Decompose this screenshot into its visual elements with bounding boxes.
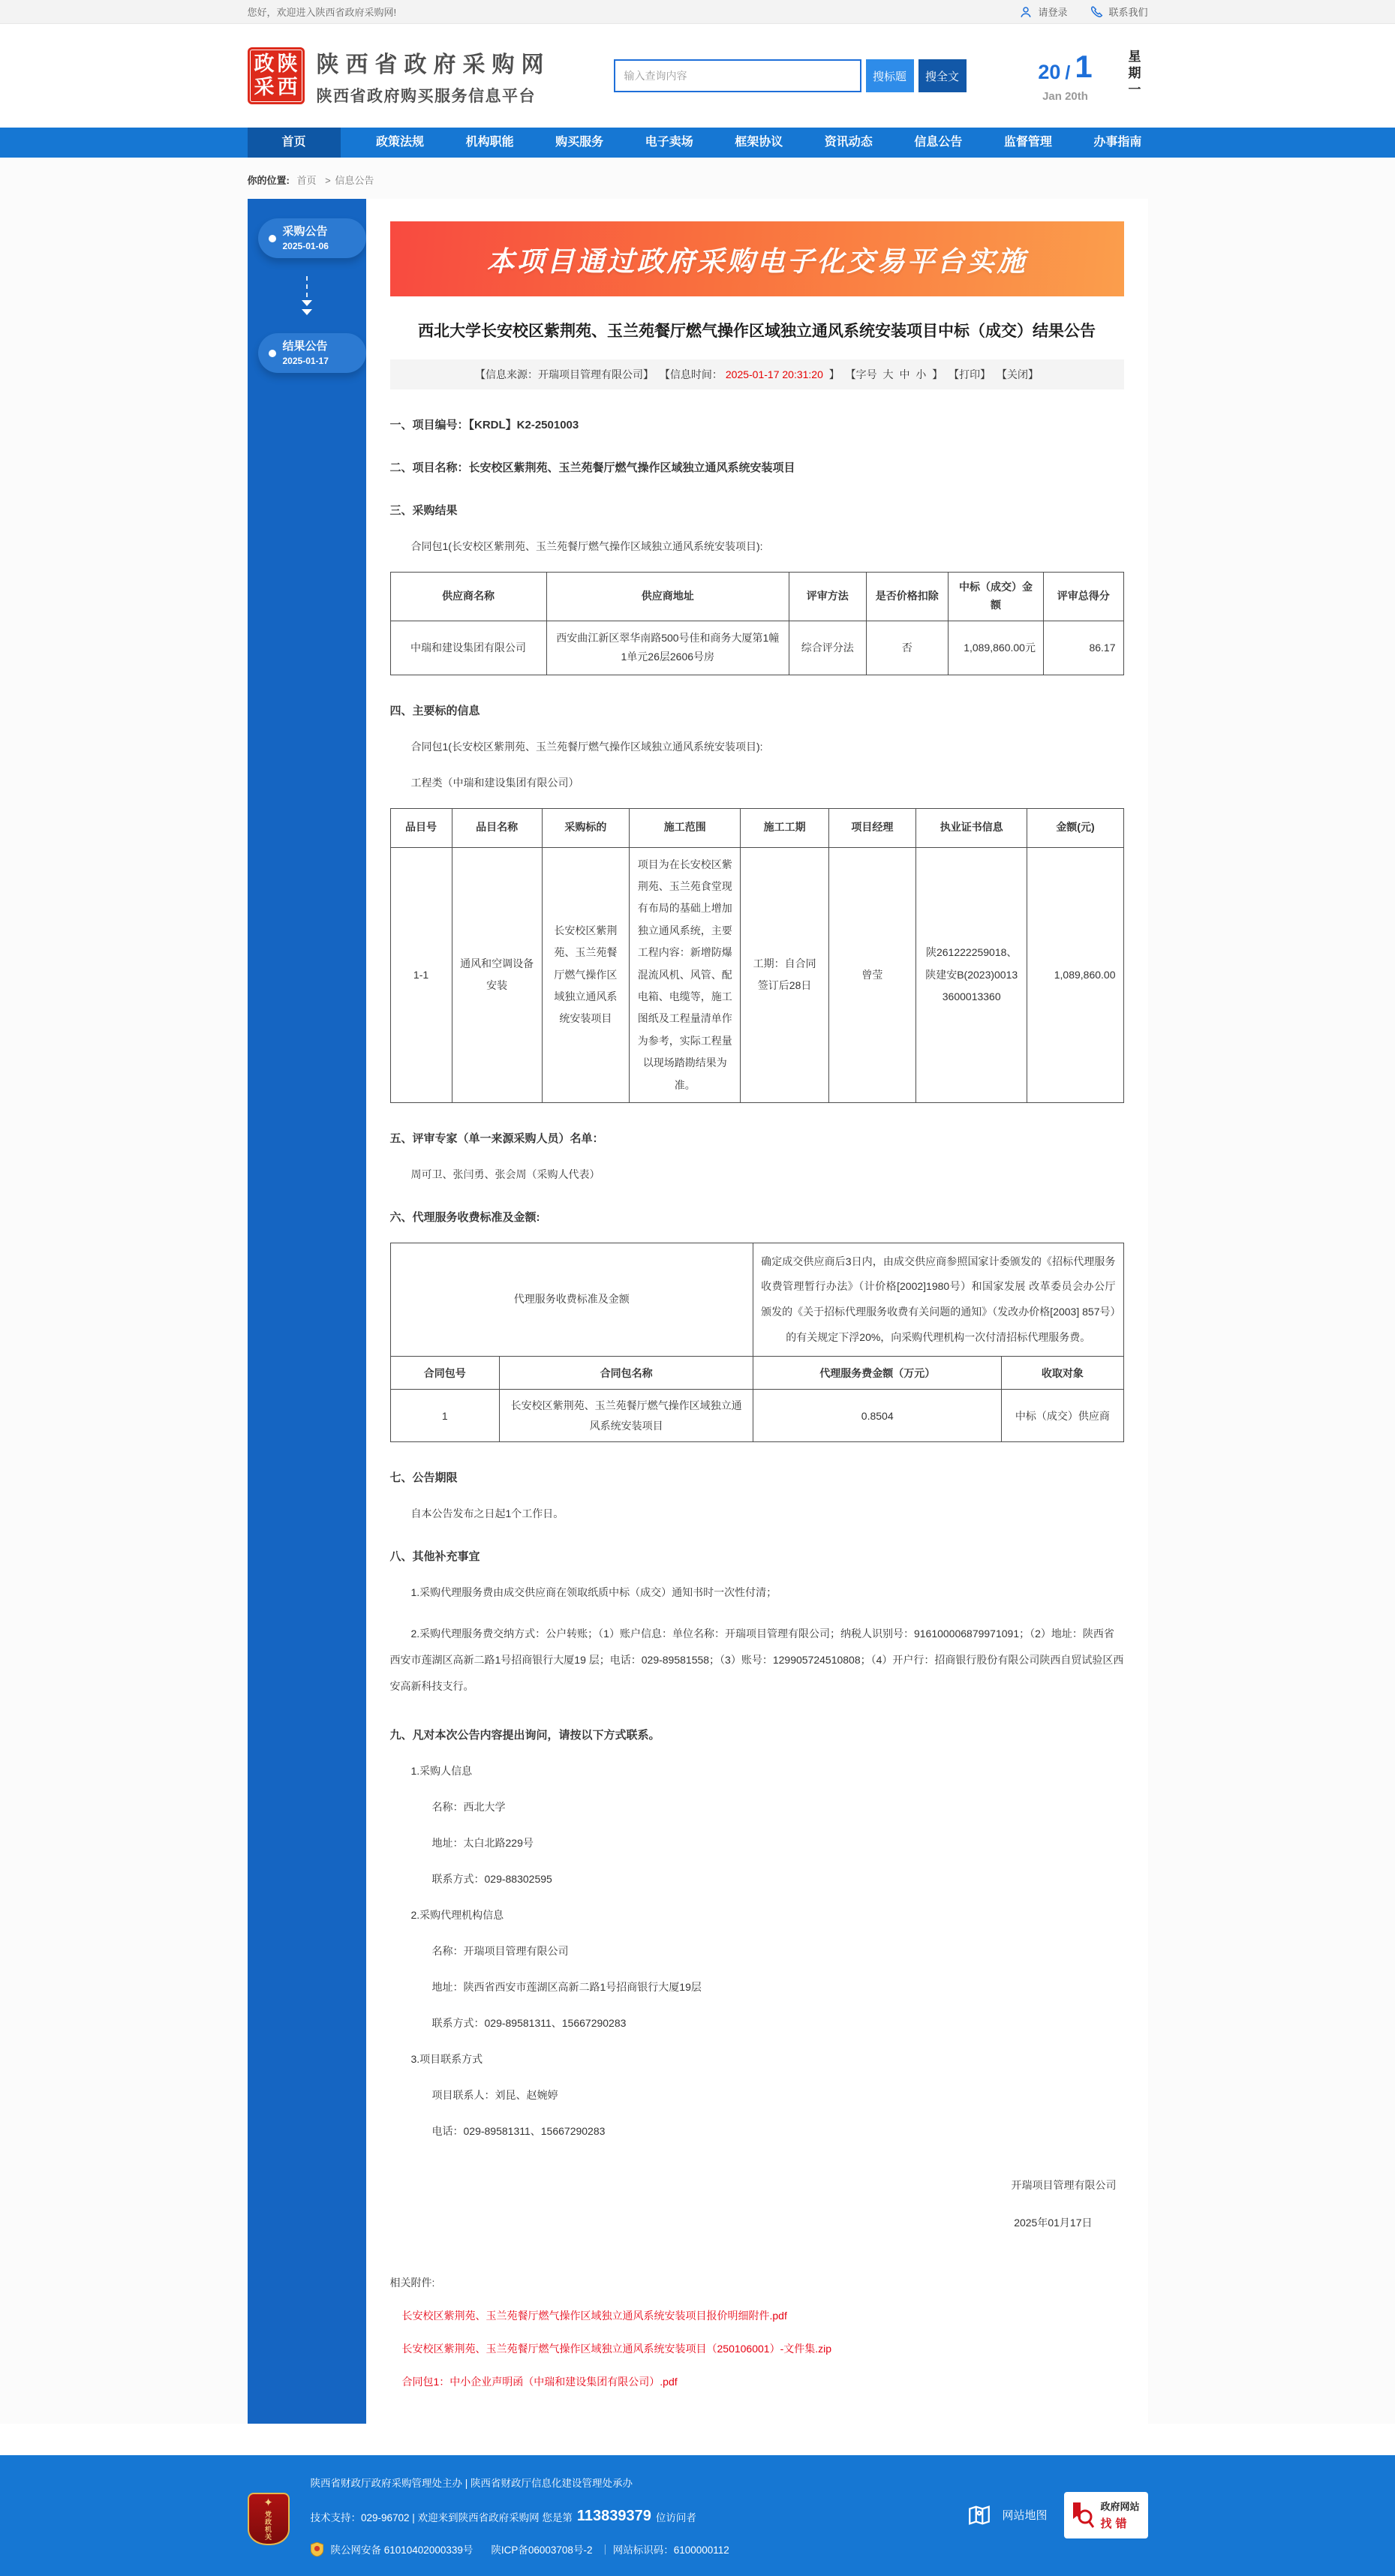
- project-contact-phone: 电话：029-89581311、15667290283: [431, 2125, 606, 2138]
- cell-fee-description: 确定成交供应商后3日内，由成交供应商参照国家计委颁发的《招标代理服务收费管理暂行办法》（计价格[2002]1980号）和国家发展 改革委员会办公厅颁发的《关于招标代理服务收费有关问题的通知》（发改办价格[2003] 857号）的有关规定下浮20%，向采购代理机构一次付清招标代理服务费。: [753, 1243, 1123, 1356]
- buyer-contact: 联系方式：029-88302595: [431, 1873, 552, 1886]
- agency-address: 地址：陕西省西安市莲湖区高新二路1号招商银行大厦19层: [431, 1981, 702, 1994]
- logo-char: 采: [254, 76, 275, 98]
- brand-text: [317, 46, 551, 107]
- cell-award-amount: 1,089,860.00元: [948, 621, 1043, 675]
- agency-contact: 联系方式：029-89581311、15667290283: [431, 2017, 627, 2030]
- contact-label: 联系我们: [1108, 7, 1148, 18]
- section-3-intro: 合同包1(长安校区紫荆苑、玉兰苑餐厅燃气操作区域独立通风系统安装项目):: [410, 540, 763, 552]
- section-5-experts: 周可卫、张闫勇、张会周（采购人代表）: [410, 1168, 600, 1180]
- footer-text-block: [311, 2473, 729, 2556]
- table-row: [390, 1390, 1123, 1442]
- nav-item-e-marketplace[interactable]: 电子卖场: [645, 136, 693, 149]
- col-fee-amount: 代理服务费金额（万元）: [753, 1357, 1002, 1390]
- cell-review-method: 综合评分法: [789, 621, 866, 675]
- search-bar: [614, 59, 967, 92]
- col-package-number: 合同包号: [390, 1357, 500, 1390]
- footer-organizer-line: 陕西省财政厅政府采购管理处主办 | 陕西省财政厅信息化建设管理处承办: [310, 2478, 633, 2490]
- footer-support-line: [311, 2508, 729, 2525]
- procurement-result-table: [390, 572, 1124, 675]
- cell-project-manager: 曾莹: [828, 847, 915, 1102]
- sidebar-item-procurement-notice[interactable]: [258, 218, 366, 258]
- nav-item-purchase-services[interactable]: 购买服务: [555, 136, 604, 149]
- weekday-label: 星期一: [1126, 50, 1141, 99]
- meta-source: 【信息来源：开瑞项目管理有限公司】: [474, 368, 654, 380]
- section-7-heading: 七、公告期限: [389, 1471, 458, 1485]
- table-header-row: [390, 573, 1123, 621]
- fontsize-medium-button[interactable]: 中: [899, 368, 910, 380]
- cell-supplier-name: 中瑞和建设集团有限公司: [390, 621, 546, 675]
- cell-total-score: 86.17: [1043, 621, 1123, 675]
- project-contact-person: 项目联系人：刘昆、赵婉婷: [431, 2089, 558, 2102]
- public-security-filing: 陕公网安备 61010402000339号: [330, 2544, 474, 2556]
- site-title: 陕西省政府采购网: [316, 52, 551, 77]
- signature-date: 2025年01月17日: [1014, 2217, 1093, 2229]
- login-link[interactable]: [1019, 5, 1067, 19]
- nav-item-framework-agreement[interactable]: 框架协议: [735, 136, 783, 149]
- nav-item-policies[interactable]: 政策法规: [376, 136, 425, 149]
- footer-support-suffix: 位访问者: [655, 2511, 696, 2523]
- col-price-deduction: 是否价格扣除: [866, 573, 948, 621]
- bullet-dot-icon: [269, 350, 276, 357]
- section-4-type: 工程类（中瑞和建设集团有限公司）: [410, 776, 579, 789]
- sitemap-label: 网站地图: [1002, 2509, 1048, 2523]
- party-government-badge-icon: [248, 2493, 290, 2545]
- breadcrumb-label: 你的位置:: [247, 175, 290, 186]
- table-row: [390, 621, 1123, 675]
- date-month: 1: [1075, 49, 1093, 84]
- cell-package-name: 长安校区紫荆苑、玉兰苑餐厅燃气操作区域独立通风系统安装项目: [500, 1390, 753, 1442]
- agency-name: 名称：开瑞项目管理有限公司: [431, 1945, 569, 1958]
- cell-construction-period: 工期：自合同签订后28日: [741, 847, 828, 1102]
- nav-item-supervision[interactable]: 监督管理: [1003, 136, 1052, 149]
- logo-char: 西: [277, 76, 298, 98]
- nav-item-home[interactable]: 首页: [248, 128, 341, 158]
- meta-fontsize-suffix: 】: [932, 368, 943, 380]
- timeline-arrow-down-icon: [248, 258, 366, 333]
- fee-standard-row: [390, 1243, 1123, 1356]
- cell-item-number: 1-1: [390, 847, 452, 1102]
- cell-license-info: 陕261222259018、陕建安B(2023)00133600013360: [915, 847, 1027, 1102]
- footer-right-widgets: [966, 2492, 1147, 2538]
- contact-link[interactable]: [1090, 5, 1147, 19]
- section-2-project-name: 二、项目名称：长安校区紫荆苑、玉兰苑餐厅燃气操作区域独立通风系统安装项目: [389, 461, 795, 474]
- sidebar-item-texts: [283, 225, 329, 251]
- close-button[interactable]: 【关闭】: [997, 368, 1039, 380]
- section-7-text: 自本公告发布之日起1个工作日。: [410, 1507, 564, 1520]
- attachments-section: [390, 2275, 1124, 2389]
- cell-fee-payer: 中标（成交）供应商: [1002, 1390, 1123, 1442]
- col-fee-payer: 收取对象: [1002, 1357, 1123, 1390]
- site-subtitle: 陕西省政府购买服务信息平台: [316, 87, 536, 105]
- search-fulltext-button[interactable]: 搜全文: [918, 59, 967, 92]
- visitor-count: 113839379: [576, 2508, 651, 2525]
- site-logo[interactable]: [248, 46, 551, 107]
- site-header: [0, 24, 1395, 128]
- fontsize-small-button[interactable]: 小: [915, 368, 927, 380]
- fontsize-large-button[interactable]: 大: [882, 368, 894, 380]
- subject-info-table: [390, 808, 1124, 1103]
- logo-char: 陕: [277, 53, 298, 75]
- meta-fontsize-prefix: 【字号: [845, 368, 877, 380]
- sidebar-item-title: 采购公告: [282, 225, 328, 238]
- col-item-name: 品目名称: [452, 808, 542, 847]
- cell-fee-label: 代理服务收费标准及金额: [390, 1243, 753, 1356]
- section-3-heading: 三、采购结果: [389, 504, 458, 517]
- site-footer: [0, 2455, 1395, 2576]
- error-badge-texts: [1100, 2499, 1139, 2531]
- meta-time-suffix: 】: [825, 368, 840, 380]
- attachment-link-fileset-zip[interactable]: 长安校区紫荆苑、玉兰苑餐厅燃气操作区域独立通风系统安装项目（250106001）-文件集.zip: [401, 2343, 832, 2355]
- section-1-project-number: 一、项目编号：【KRDL】K2-2501003: [389, 419, 579, 431]
- main-nav: [0, 128, 1395, 158]
- section-8-heading: 八、其他补充事宜: [389, 1550, 480, 1564]
- sidebar-item-date: 2025-01-06: [282, 241, 329, 251]
- col-construction-scope: 施工范围: [629, 808, 741, 847]
- col-item-number: 品目号: [390, 808, 452, 847]
- platform-banner: 本项目通过政府采购电子化交易平台实施: [390, 221, 1124, 296]
- logo-char: 政: [254, 53, 275, 75]
- magnifier-flag-icon: [1072, 2502, 1094, 2529]
- date-english: Jan 20th: [1042, 90, 1088, 103]
- col-review-method: 评审方法: [789, 573, 866, 621]
- article-card: [366, 199, 1148, 2424]
- cell-package-number: 1: [390, 1390, 500, 1442]
- table-header-row: [390, 1357, 1123, 1390]
- login-label: 请登录: [1038, 7, 1068, 18]
- main-content: [248, 199, 1148, 2424]
- col-project-manager: 项目经理: [828, 808, 915, 847]
- announcement-timeline-sidebar: [248, 199, 366, 2424]
- breadcrumb-separator: >: [325, 175, 331, 186]
- nav-item-announcements[interactable]: 信息公告: [914, 136, 963, 149]
- table-header-row: [390, 808, 1123, 847]
- sidebar-item-date: 2025-01-17: [282, 356, 329, 366]
- nav-item-news[interactable]: 资讯动态: [824, 136, 873, 149]
- section-9-heading: 九、凡对本次公告内容提出询问，请按以下方式联系。: [389, 1729, 660, 1742]
- article-meta-bar: [390, 359, 1124, 389]
- meta-time: 2025-01-17 20:31:20: [725, 368, 823, 380]
- phone-icon: [1090, 5, 1103, 19]
- print-button[interactable]: 【打印】: [949, 368, 991, 380]
- search-input[interactable]: [614, 59, 861, 92]
- col-supplier-name: 供应商名称: [390, 573, 546, 621]
- section-4-heading: 四、主要标的信息: [389, 704, 480, 717]
- icp-filing: 陕ICP备06003708号-2: [491, 2544, 593, 2556]
- col-amount: 金额(元): [1027, 808, 1123, 847]
- page-body: [0, 158, 1395, 2424]
- col-package-name: 合同包名称: [500, 1357, 753, 1390]
- section-6-heading: 六、代理服务收费标准及金额:: [389, 1210, 540, 1224]
- col-license-info: 执业证书信息: [915, 808, 1027, 847]
- section-8-item1: 1.采购代理服务费由成交供应商在领取纸质中标（成交）通知书时一次性付清；: [410, 1586, 777, 1599]
- buyer-info-heading: 1.采购人信息: [410, 1765, 473, 1778]
- sidebar-item-texts: [283, 340, 329, 366]
- top-utility-bar: [0, 0, 1395, 24]
- police-badge-icon: [311, 2542, 323, 2556]
- topbar-actions: [1019, 5, 1147, 19]
- section-4-intro: 合同包1(长安校区紫荆苑、玉兰苑餐厅燃气操作区域独立通风系统安装项目):: [410, 740, 763, 753]
- map-icon: [966, 2502, 993, 2528]
- date-day: 20: [1038, 61, 1061, 83]
- signature-company: 开瑞项目管理有限公司: [1011, 2179, 1117, 2192]
- error-badge-action: 找错: [1100, 2517, 1131, 2531]
- col-total-score: 评审总得分: [1043, 573, 1123, 621]
- cell-amount: 1,089,860.00: [1027, 847, 1123, 1102]
- breadcrumb: [248, 158, 1148, 199]
- error-badge-title: 政府网站: [1100, 2501, 1140, 2513]
- attachment-link-quotation-pdf[interactable]: 长安校区紫荆苑、玉兰苑餐厅燃气操作区域独立通风系统安装项目报价明细附件.pdf: [401, 2310, 787, 2322]
- table-row: [390, 847, 1123, 1102]
- col-construction-period: 施工工期: [741, 808, 828, 847]
- agency-info-heading: 2.采购代理机构信息: [410, 1909, 504, 1922]
- attachments-heading: 相关附件:: [389, 2277, 435, 2289]
- buyer-name: 名称：西北大学: [431, 1801, 506, 1814]
- footer-support-prefix: 技术支持：029-96702 | 欢迎来到陕西省政府采购网 您是第: [310, 2511, 573, 2523]
- badge-star-icon: ✦: [263, 2496, 273, 2510]
- nav-item-guide[interactable]: 办事指南: [1093, 136, 1142, 149]
- user-icon: [1019, 5, 1033, 19]
- gov-site-error-report-badge[interactable]: [1064, 2492, 1148, 2538]
- footer-registration-line: [311, 2541, 729, 2556]
- agency-fee-table: [390, 1243, 1124, 1443]
- meta-time-prefix: 【信息时间：: [659, 368, 723, 380]
- bullet-dot-icon: [269, 235, 276, 242]
- date-separator: /: [1065, 62, 1071, 83]
- project-contact-heading: 3.项目联系方式: [410, 2053, 483, 2066]
- section-8-item2: 2.采购代理服务费交纳方式：公户转账；（1）账户信息：单位名称：开瑞项目管理有限公司；纳税人识别号：916100006879971091；（2）地址：陕西省西安市莲湖区高新二路1号招商银行大厦19 层；电话：029-89581558；（3）账号：129905724510808；（4）开户行：招商银行股份有限公司陕西自贸试验区西安高新科技支行。: [389, 1628, 1124, 1693]
- nav-item-functions[interactable]: 机构职能: [465, 136, 514, 149]
- cell-price-deduction: 否: [866, 621, 948, 675]
- cell-construction-scope: 项目为在长安校区紫荆苑、玉兰苑食堂现有布局的基础上增加独立通风系统，主要工程内容：新增防爆混流风机、风管、配电箱、电缆等，施工图纸及工程量清单作为参考，实际工程量以现场踏勘结果为准。: [629, 847, 741, 1102]
- col-supplier-address: 供应商地址: [546, 573, 789, 621]
- sitemap-link[interactable]: [966, 2502, 1047, 2528]
- logo-seal-icon: [248, 47, 305, 104]
- cell-procurement-subject: 长安校区紫荆苑、玉兰苑餐厅燃气操作区域独立通风系统安装项目: [542, 847, 629, 1102]
- cell-fee-amount: 0.8504: [753, 1390, 1002, 1442]
- sidebar-item-title: 结果公告: [282, 340, 328, 353]
- site-identification-code: ｜ 网站标识码：6100000112: [600, 2544, 729, 2556]
- sidebar-item-result-notice[interactable]: [258, 333, 366, 373]
- search-title-button[interactable]: 搜标题: [866, 59, 914, 92]
- signature-block: [390, 2178, 1124, 2230]
- article-title: 西北大学长安校区紫荆苑、玉兰苑餐厅燃气操作区域独立通风系统安装项目中标（成交）结果公告: [418, 323, 1096, 340]
- cell-supplier-address: 西安曲江新区翠华南路500号佳和商务大厦第1幢1单元26层2606号房: [546, 621, 789, 675]
- col-procurement-subject: 采购标的: [542, 808, 629, 847]
- col-award-amount: 中标（成交）金额: [948, 573, 1043, 621]
- date-widget: [1024, 51, 1107, 103]
- cell-item-name: 通风和空调设备安装: [452, 847, 542, 1102]
- breadcrumb-current: 信息公告: [335, 175, 374, 186]
- welcome-text: 您好，欢迎进入陕西省政府采购网!: [247, 7, 397, 18]
- buyer-address: 地址：太白北路229号: [431, 1837, 534, 1850]
- attachment-link-sme-declaration-pdf[interactable]: 合同包1：中小企业声明函（中瑞和建设集团有限公司）.pdf: [401, 2376, 678, 2388]
- badge-label: 党政机关: [264, 2511, 272, 2541]
- section-5-heading: 五、评审专家（单一来源采购人员）名单：: [389, 1132, 604, 1145]
- breadcrumb-home[interactable]: 首页: [296, 175, 317, 186]
